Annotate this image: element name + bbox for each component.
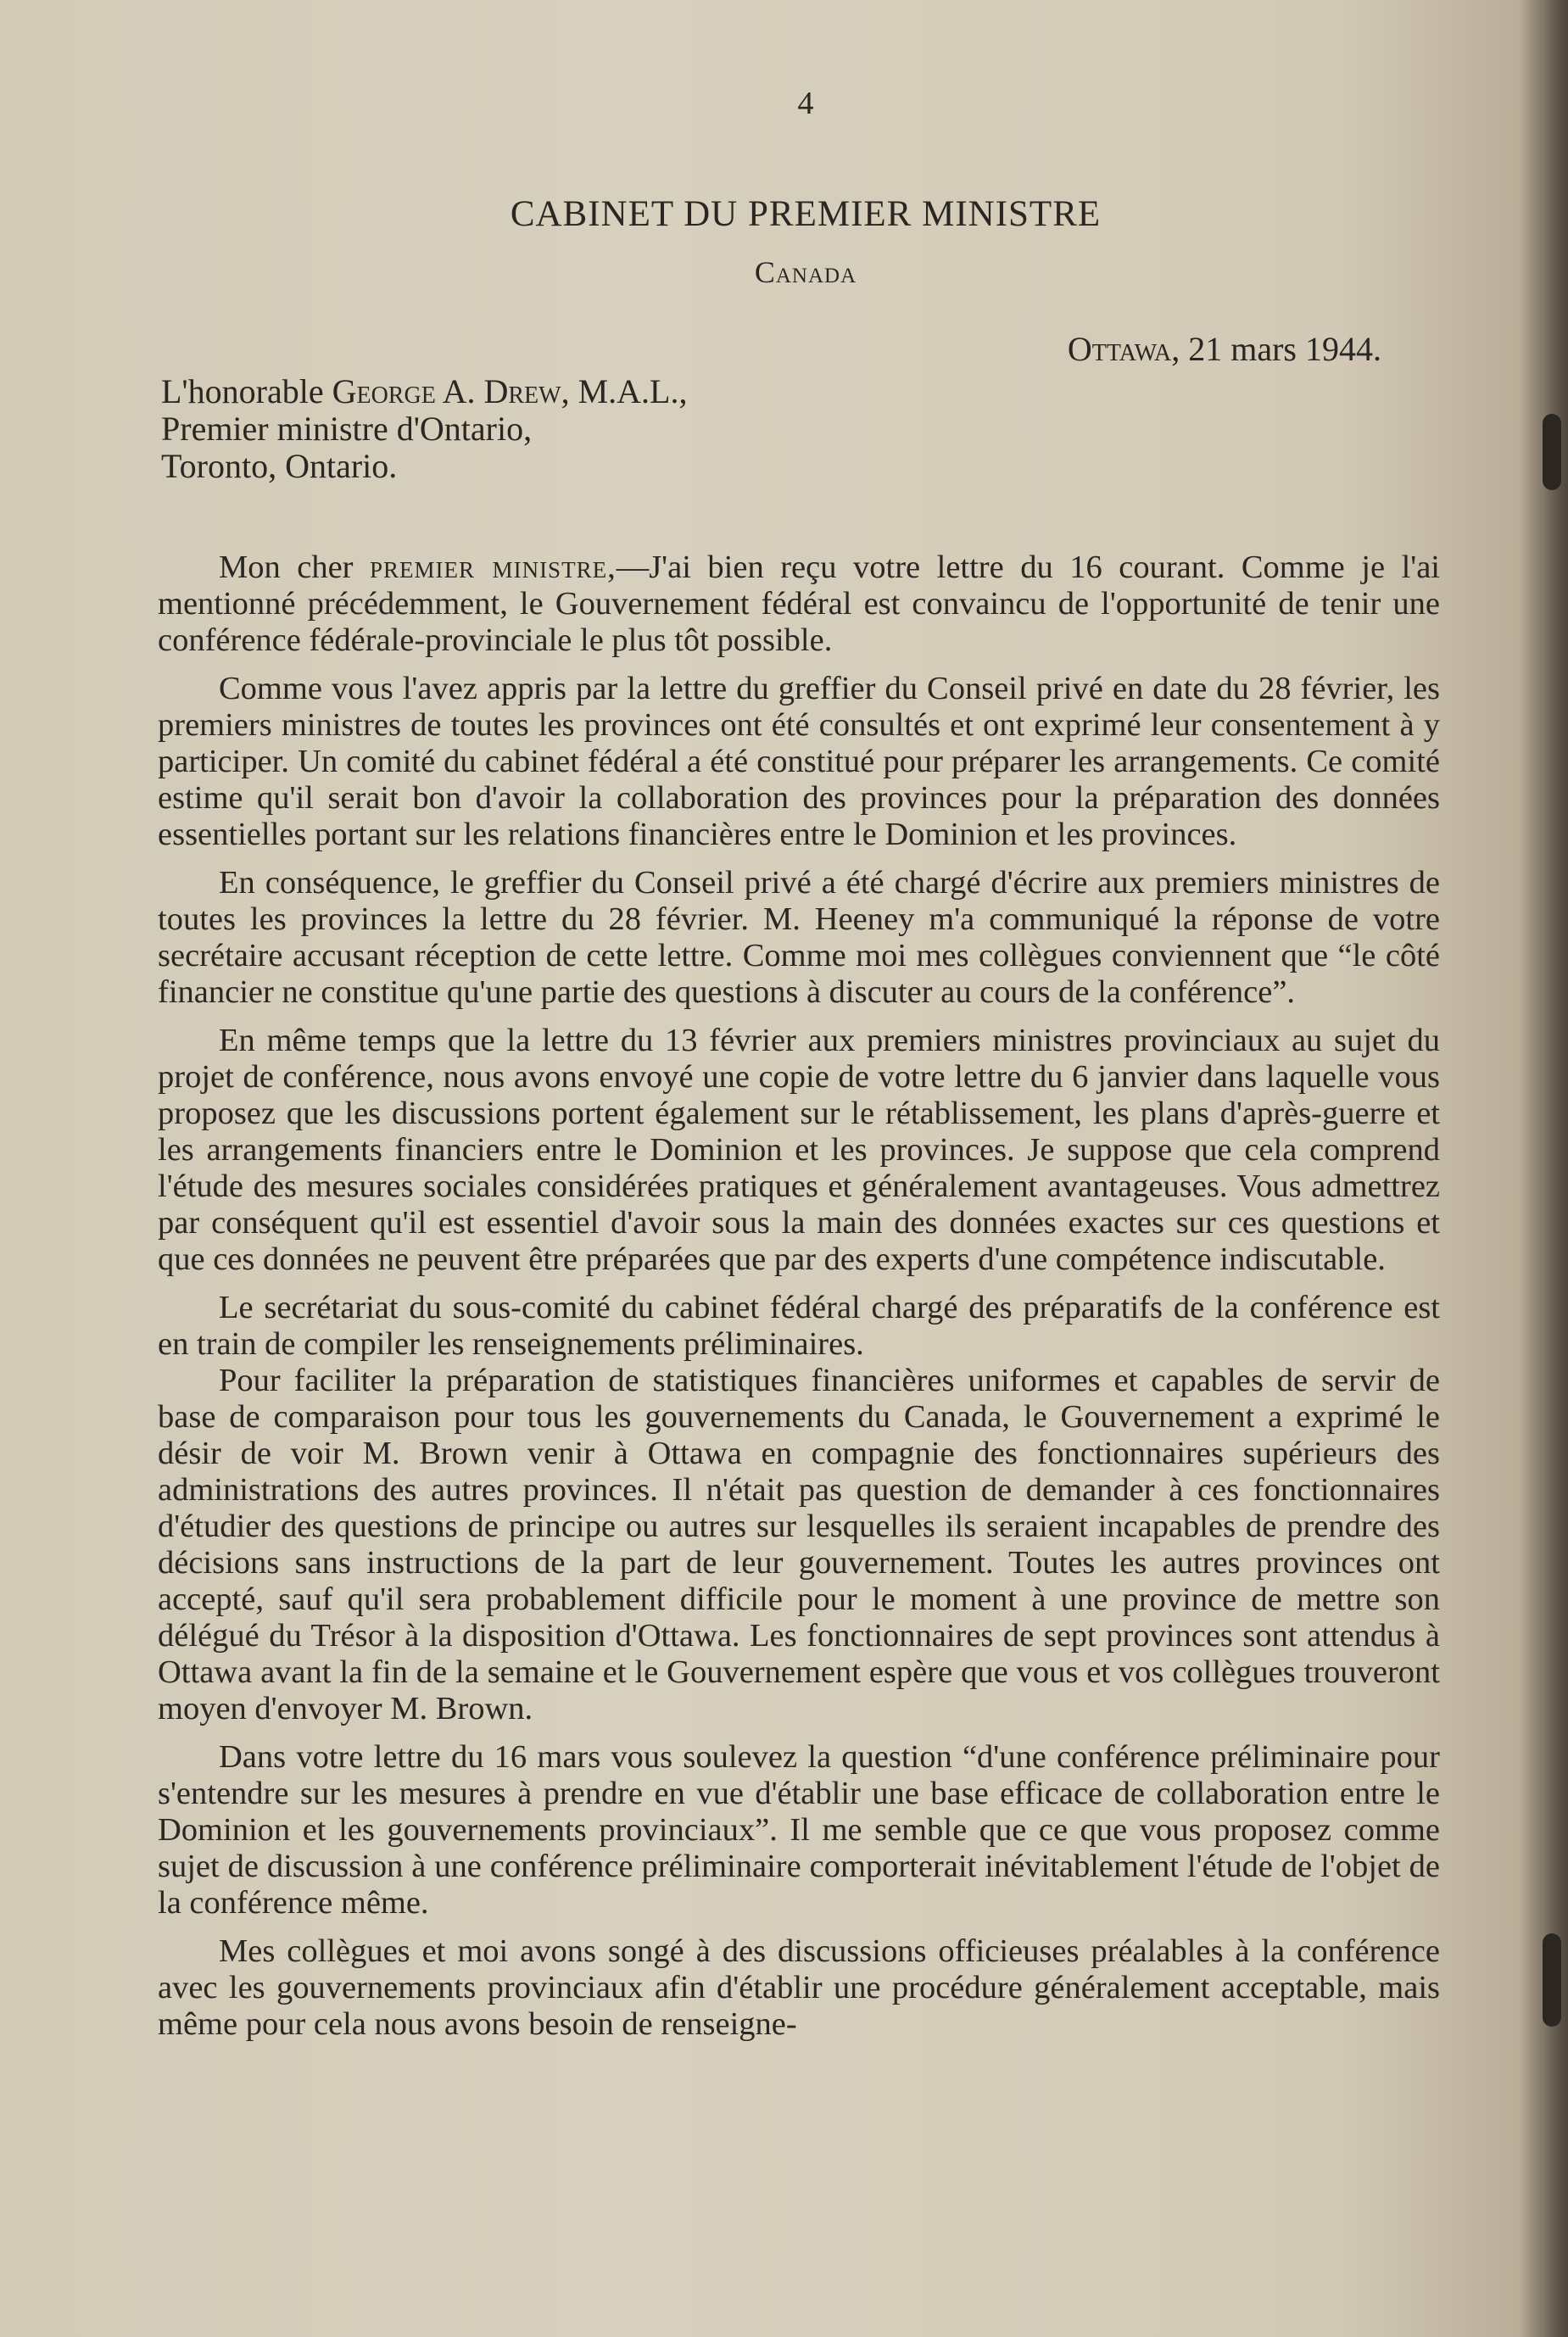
address-name: George A. Drew — [332, 372, 561, 410]
page-number: 4 — [797, 86, 814, 121]
paragraph-1-text: —J'ai bien reçu votre lettre du 16 courant. Comme je l'ai mentionné précédemment, le Gouvernement fédéral est convaincu de l'opportunité de tenir une conférence fédérale-provinciale le plus tôt possible. — [158, 549, 1440, 658]
address-line-1 — [161, 373, 687, 410]
recipient-address — [161, 373, 687, 485]
country-subtitle: Canada — [754, 255, 857, 289]
address-suffix: , M.A.L., — [561, 372, 688, 410]
address-line-3: Toronto, Ontario. — [161, 447, 398, 485]
salutation-title: premier ministre, — [370, 549, 617, 585]
salutation-lead: Mon cher — [219, 549, 371, 585]
dateline-city: Ottawa — [1067, 330, 1172, 368]
letter-body — [158, 549, 1440, 2055]
paragraph-2: Comme vous l'avez appris par la lettre du greffier du Conseil privé en date du 28 février, les premiers ministres de toutes les provinces ont été consultés et ont exprimé leur consentement à y participer. Un comité du cabinet fédéral a été constitué pour préparer les arrangements. Ce comité estime qu'il serait bon d'avoir la collaboration des provinces pour la préparation des données essentielles portant sur les relations financières entre le Dominion et les provinces. — [158, 671, 1440, 852]
paragraph-7: Dans votre lettre du 16 mars vous soulevez la question “d'une conférence préliminaire pour s'entendre sur les mesures à prendre en vue d'établir une base efficace de collaboration entre le Dominion et les gouvernements provinciaux”. Il me semble que ce que vous proposez comme sujet de discussion à une conférence préliminaire comporterait inévitablement l'étude de l'objet de la conférence même. — [158, 1739, 1440, 1921]
binding-hole-top — [1543, 414, 1561, 490]
paragraph-5: Le secrétariat du sous-comité du cabinet fédéral chargé des préparatifs de la conférence est en train de compiler les renseignements préliminaires. — [158, 1290, 1440, 1362]
paragraph-3: En conséquence, le greffier du Conseil privé a été chargé d'écrire aux premiers ministres de toutes les provinces la lettre du 28 février. M. Heeney m'a communiqué la réponse de votre secrétaire accusant réception de cette lettre. Comme moi mes collègues conviennent que “le côté financier ne constitue qu'une partie des questions à discuter au cours de la conférence”. — [158, 865, 1440, 1010]
paragraph-1 — [158, 549, 1440, 659]
paragraph-8: Mes collègues et moi avons songé à des discussions officieuses préalables à la conférence avec les gouvernements provinciaux afin d'établir une procédure généralement acceptable, mais même pour cela nous avons besoin de renseigne- — [158, 1933, 1440, 2042]
paragraph-4: En même temps que la lettre du 13 février aux premiers ministres provinciaux au sujet du projet de conférence, nous avons envoyé une copie de votre lettre du 6 janvier dans laquelle vous proposez que les discussions portent également sur le rétablissement, les plans d'après-guerre et les arrangements financiers entre le Dominion et les provinces. Je suppose que cela comprend l'étude des mesures sociales considérées pratiques et généralement avantageuses. Vous admettrez par conséquent qu'il est essentiel d'avoir sous la main des données exactes sur ces questions et que ces données ne peuvent être préparées que par des experts d'une compétence indiscutable. — [158, 1023, 1440, 1277]
paragraph-6: Pour faciliter la préparation de statistiques financières uniformes et capables de servir de base de comparaison pour tous les gouvernements du Canada, le Gouvernement a exprimé le désir de voir M. Brown venir à Ottawa en compagnie des fonctionnaires supérieurs des administrations des autres provinces. Il n'était pas question de demander à ces fonctionnaires d'étudier des questions de principe ou autres sur lesquelles ils seraient incapables de prendre des décisions sans instructions de la part de leur gouvernement. Toutes les autres provinces ont accepté, sauf qu'il sera probablement difficile pour le moment à une province de mettre son délégué du Trésor à la disposition d'Ottawa. Les fonctionnaires de sept provinces sont attendus à Ottawa avant la fin de la semaine et le Gouvernement espère que vous et vos collègues trouveront moyen d'envoyer M. Brown. — [158, 1363, 1440, 1726]
address-line-2: Premier ministre d'Ontario, — [161, 410, 533, 448]
dateline — [1068, 329, 1381, 369]
binding-hole-bottom — [1543, 1933, 1561, 2027]
address-honorific: L'honorable — [161, 372, 332, 410]
dateline-date: , 21 mars 1944. — [1171, 330, 1381, 368]
office-title: CABINET DU PREMIER MINISTRE — [510, 194, 1102, 234]
